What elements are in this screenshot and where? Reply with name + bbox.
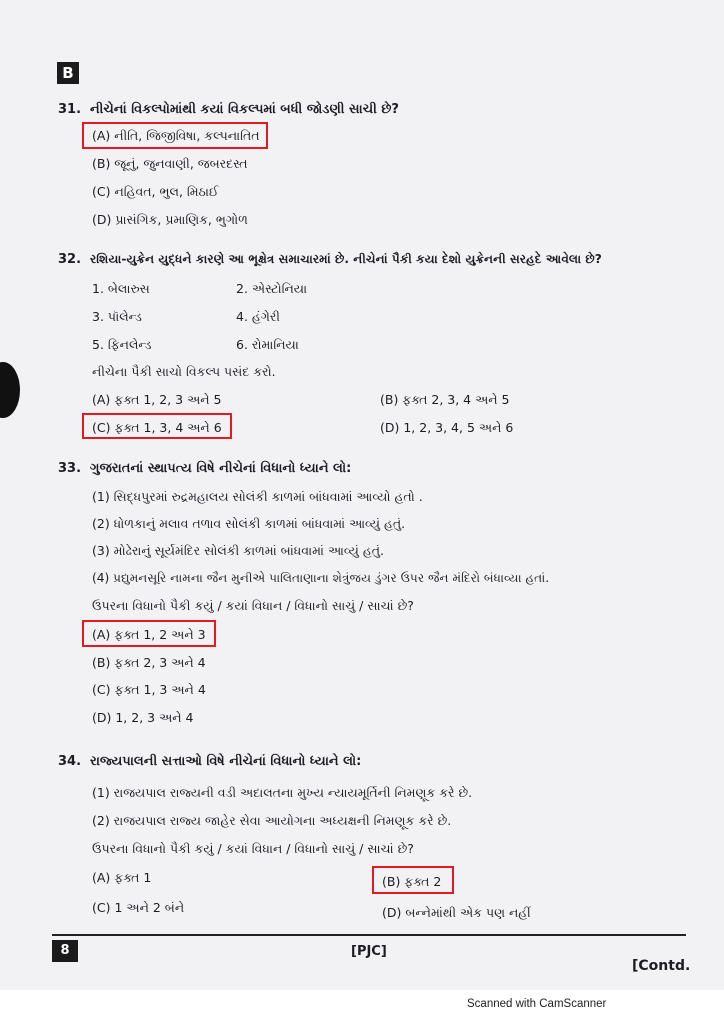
q32-answer-highlight: [82, 413, 232, 439]
q31-answer-highlight: [82, 122, 268, 149]
q34-answer-highlight: [372, 866, 454, 894]
paper-code: [PJC]: [351, 944, 387, 959]
q33-statement-1: (1) સિદ્ધપુરમાં રુદ્રમહાલય સોલંકી કાળમાં બાંધવામાં આવ્યો હતો .: [92, 489, 423, 504]
q31-option-c: (C) નહિવત, ભુલ, મિઠાઈ: [92, 184, 219, 199]
q34-option-b: (B) ફક્ત 2: [382, 874, 442, 889]
question-32-number: 32.: [58, 252, 82, 267]
q34-option-c: (C) 1 અને 2 બંને: [92, 900, 185, 915]
q32-option-c: (C) ફક્ત 1, 3, 4 અને 6: [92, 420, 222, 435]
q34-option-d: (D) બન્નેમાંથી એક પણ નહીં: [382, 905, 531, 920]
question-33-number: 33.: [58, 461, 82, 476]
q32-option-b: (B) ફક્ત 2, 3, 4 અને 5: [380, 392, 510, 407]
question-33-stem: ગુજરાતનાં સ્થાપત્ય વિષે નીચેનાં વિધાનો ધ્યાને લો:: [90, 461, 352, 476]
q31-option-d: (D) પ્રાસંગિક, પ્રમાણિક, ભુગોળ: [92, 212, 248, 227]
q32-option-d: (D) 1, 2, 3, 4, 5 અને 6: [380, 420, 514, 435]
question-34-number: 34.: [58, 754, 82, 769]
q32-instruction: નીચેના પૈકી સાચો વિકલ્પ પસંદ કરો.: [92, 364, 276, 379]
q32-item-6: 6. રોમાનિયા: [236, 337, 299, 352]
question-31-stem: નીચેનાં વિકલ્પોમાંથી કયાં વિકલ્પમાં બધી જોડણી સાચી છે?: [90, 102, 399, 117]
q32-option-a: (A) ફક્ત 1, 2, 3 અને 5: [92, 392, 222, 407]
q32-item-3: 3. પૉલેન્ડ: [92, 309, 142, 324]
q33-option-d: (D) 1, 2, 3 અને 4: [92, 710, 194, 725]
q31-option-a: (A) નીતિ, જિજીવિષા, કલ્પનાતિત: [92, 128, 260, 143]
q33-option-c: (C) ફક્ત 1, 3 અને 4: [92, 682, 206, 697]
q32-item-1: 1. બેલારુસ: [92, 281, 150, 296]
q32-item-5: 5. ફિનલેન્ડ: [92, 337, 152, 352]
q34-instruction: ઉપરના વિધાનો પૈકી કયું / કયાં વિધાન / વિધાનો સાચું / સાચાં છે?: [92, 841, 414, 856]
q33-instruction: ઉપરના વિધાનો પૈકી કયું / કયાં વિધાન / વિધાનો સાચું / સાચાં છે?: [92, 598, 414, 613]
question-31-number: 31.: [58, 102, 82, 117]
q33-option-a: (A) ફક્ત 1, 2 અને 3: [92, 627, 206, 642]
q33-statement-4: (4) પ્રદ્યુમનસૂરિ નામના જૈન મુનીએ પાલિતાણાના શેત્રુંજય ડુંગર ઉપર જૈન મંદિરો બંધાવ્યા હતાં.: [92, 571, 550, 585]
continued-label: [Contd.: [632, 958, 691, 974]
q33-answer-highlight: [82, 620, 216, 647]
q31-option-b: (B) જૂનું, જુનવાણી, જબરદસ્ત: [92, 156, 248, 171]
section-tag: B: [57, 62, 79, 84]
footer-rule: [52, 934, 686, 936]
q33-statement-2: (2) ધોળકાનું મલાવ તળાવ સોલંકી કાળમાં બાંધવામાં આવ્યું હતું.: [92, 516, 406, 531]
q32-item-4: 4. હંગેરી: [236, 309, 280, 324]
question-34-stem: રાજ્યપાલની સત્તાઓ વિષે નીચેનાં વિધાનો ધ્યાને લો:: [90, 754, 362, 769]
q34-option-a: (A) ફક્ત 1: [92, 870, 152, 885]
question-32-stem: રશિયા-યુક્રેન યુદ્ધને કારણે આ ભૂક્ષેત્ર સમાચારમાં છે. નીચેનાં પૈકી કયા દેશો યુક્રેનની સરહદે આવેલા છે?: [90, 252, 602, 266]
q33-statement-3: (3) મોઢેરાનું સૂર્યમંદિર સોલંકી કાળમાં બાંધવામાં આવ્યું હતું.: [92, 543, 385, 558]
q34-statement-2: (2) રાજયપાલ રાજ્ય જાહેર સેવા આયોગના અધ્યક્ષની નિમણૂક કરે છે.: [92, 813, 452, 828]
q33-option-b: (B) ફક્ત 2, 3 અને 4: [92, 655, 206, 670]
q32-item-2: 2. એસ્ટોનિયા: [236, 281, 308, 296]
scanner-watermark: Scanned with CamScanner: [467, 998, 607, 1010]
q34-statement-1: (1) રાજયપાલ રાજ્યની વડી અદાલતના મુખ્ય ન્યાયમૂર્તિની નિમણૂક કરે છે.: [92, 785, 473, 800]
page-number: 8: [52, 940, 78, 962]
